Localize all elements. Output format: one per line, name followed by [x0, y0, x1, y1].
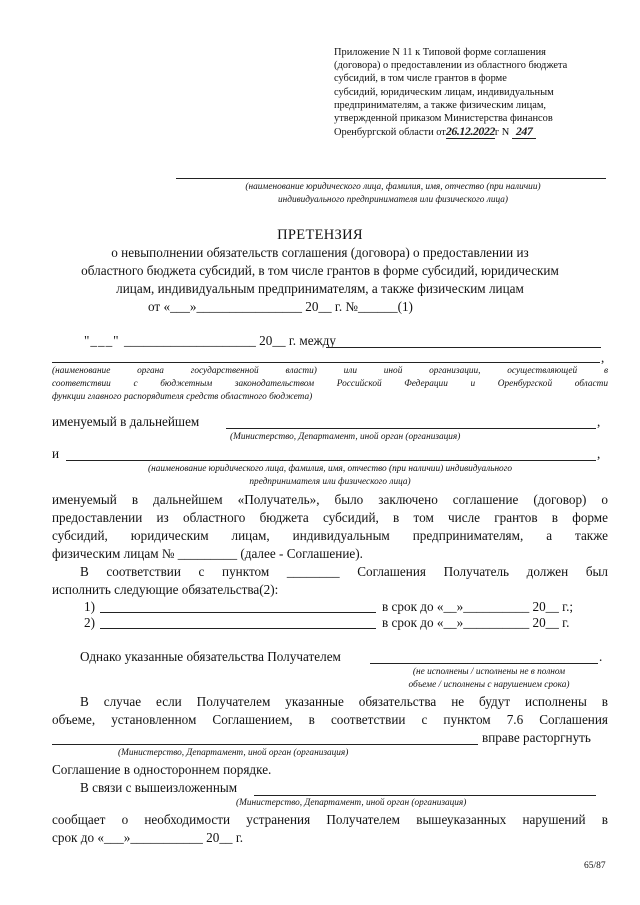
however-text: Однако указанные обязательства Получателем	[80, 649, 341, 664]
termination-line: В случае если Получателем указанные обязательства не будут исполнены в	[80, 694, 608, 709]
recipient-caption-line: предпринимателя или физического лица)	[249, 477, 411, 487]
named-hereafter-comma: ,	[597, 414, 601, 429]
ministry-caption: (Министерство, Департамент, иной орган (организация)	[230, 432, 461, 442]
obligation-deadline: в срок до «__»__________ 20__ г.;	[382, 599, 574, 614]
org-caption-line: соответствии с бюджетным законодательством Российской Федерации и Оренбургской области	[52, 379, 608, 389]
appendix-line: Приложение N 11 к Типовой форме соглашения	[334, 47, 546, 58]
subtitle-line: областного бюджета субсидий, в том числе грантов в форме субсидий, юридическим	[81, 263, 559, 278]
appendix-reference	[334, 46, 634, 139]
date-rest: ____________________ 20__ г. между	[124, 333, 336, 348]
termination-right-text: вправе расторгнуть	[482, 730, 591, 745]
handwritten-number: 247	[512, 124, 537, 139]
appendix-line: субсидий, в том числе грантов в форме	[334, 73, 507, 85]
obligation-1-field[interactable]	[100, 612, 376, 613]
addressee-line[interactable]	[176, 178, 606, 179]
obligations-intro-line: исполнить следующие обязательства(2):	[52, 582, 279, 597]
parties-line-2[interactable]	[52, 362, 600, 363]
agreement-line: предоставлении из областного бюджета субсидий, в том числе грантов в форме	[52, 510, 608, 525]
obligation-number: 2)	[84, 615, 95, 630]
subtitle-claim-date-number: от «___»________________ 20__ г. №______(1)	[148, 299, 413, 314]
appendix-line: субсидий, юридическим лицам, индивидуальным	[334, 86, 554, 98]
addressee-caption	[178, 181, 608, 207]
number-prefix: г N	[494, 127, 510, 139]
agreement-line: субсидий, юридическим лицам, индивидуальным предпринимателям, а также	[52, 528, 608, 543]
obligation-number: 1)	[84, 599, 95, 614]
however-caption-line: (не исполнены / исполнены не в полном	[412, 667, 566, 677]
date-quote: "___"	[84, 333, 120, 348]
org-caption	[52, 365, 608, 404]
appendix-line: утвержденной приказом Министерства финансов	[334, 113, 553, 125]
parties-comma: ,	[601, 350, 605, 365]
recipient-caption	[52, 463, 608, 489]
however-caption	[370, 666, 608, 692]
termination-caption: (Министерство, Департамент, иной орган (организация)	[118, 748, 349, 758]
named-hereafter-line[interactable]	[226, 428, 596, 429]
obligation-deadline: в срок до «__»__________ 20__ г.	[382, 615, 570, 630]
appendix-line: (договора) о предоставлении из областного бюджета	[334, 60, 568, 72]
appendix-line: предпринимателям, а также физическим лицам,	[334, 99, 547, 111]
consequence-line: сообщает о необходимости устранения Получателем вышеуказанных нарушений в	[52, 812, 608, 827]
parties-line-1[interactable]	[326, 347, 601, 348]
org-caption-line: (наименование органа государственной власти) или иной организации, осуществляющей в	[52, 366, 608, 376]
agreement-line: физическим лицам № _________ (далее - Соглашение).	[52, 546, 363, 561]
termination-line: Соглашение в одностороннем порядке.	[52, 762, 272, 777]
however-period: .	[599, 649, 603, 664]
addressee-caption-line: индивидуального предпринимателя или физического лица)	[277, 195, 508, 205]
appendix-line-prefix: Оренбургской области от	[334, 127, 446, 139]
recipient-caption-line: (наименование юридического лица, фамилия, имя, отчество (при наличии) индивидуального	[148, 464, 512, 474]
document-title: ПРЕТЕНЗИЯ	[277, 227, 363, 243]
named-hereafter-label: именуемый в дальнейшем	[52, 414, 200, 429]
recipient-comma: ,	[597, 446, 601, 461]
subtitle-line: о невыполнении обязательств соглашения (договора) о предоставлении из	[111, 245, 529, 260]
consequence-caption: (Министерство, Департамент, иной орган (организация)	[236, 798, 467, 808]
consequence-text: В связи с вышеизложенным	[80, 780, 238, 795]
handwritten-date: 26.12.2022	[445, 124, 495, 139]
consequence-line: срок до «___»___________ 20__ г.	[52, 830, 244, 845]
appendix-last-line	[334, 125, 634, 139]
and-word: и	[52, 446, 60, 461]
recipient-line[interactable]	[66, 460, 596, 461]
addressee-caption-line: (наименование юридического лица, фамилия, имя, отчество (при наличии)	[245, 182, 541, 192]
page-number: 65/87	[584, 861, 606, 871]
however-caption-line: объеме / исполнены с нарушением срока)	[408, 680, 570, 690]
org-caption-line: функции главного распорядителя средств областного бюджета)	[52, 392, 313, 402]
termination-authority-line[interactable]	[52, 744, 478, 745]
agreement-line: именуемый в дальнейшем «Получатель», было заключено соглашение (договор) о	[52, 492, 608, 507]
consequence-authority-line[interactable]	[254, 795, 596, 796]
obligations-intro-line: В соответствии с пунктом ________ Соглашения Получатель должен был	[80, 564, 608, 579]
obligation-2-field[interactable]	[100, 628, 376, 629]
termination-line: объеме, установленном Соглашением, в соответствии с пунктом 7.6 Соглашения	[52, 712, 608, 727]
subtitle-line: лицам, индивидуальным предпринимателям, а также физическим лицам	[116, 281, 524, 296]
however-status-line[interactable]	[370, 663, 598, 664]
